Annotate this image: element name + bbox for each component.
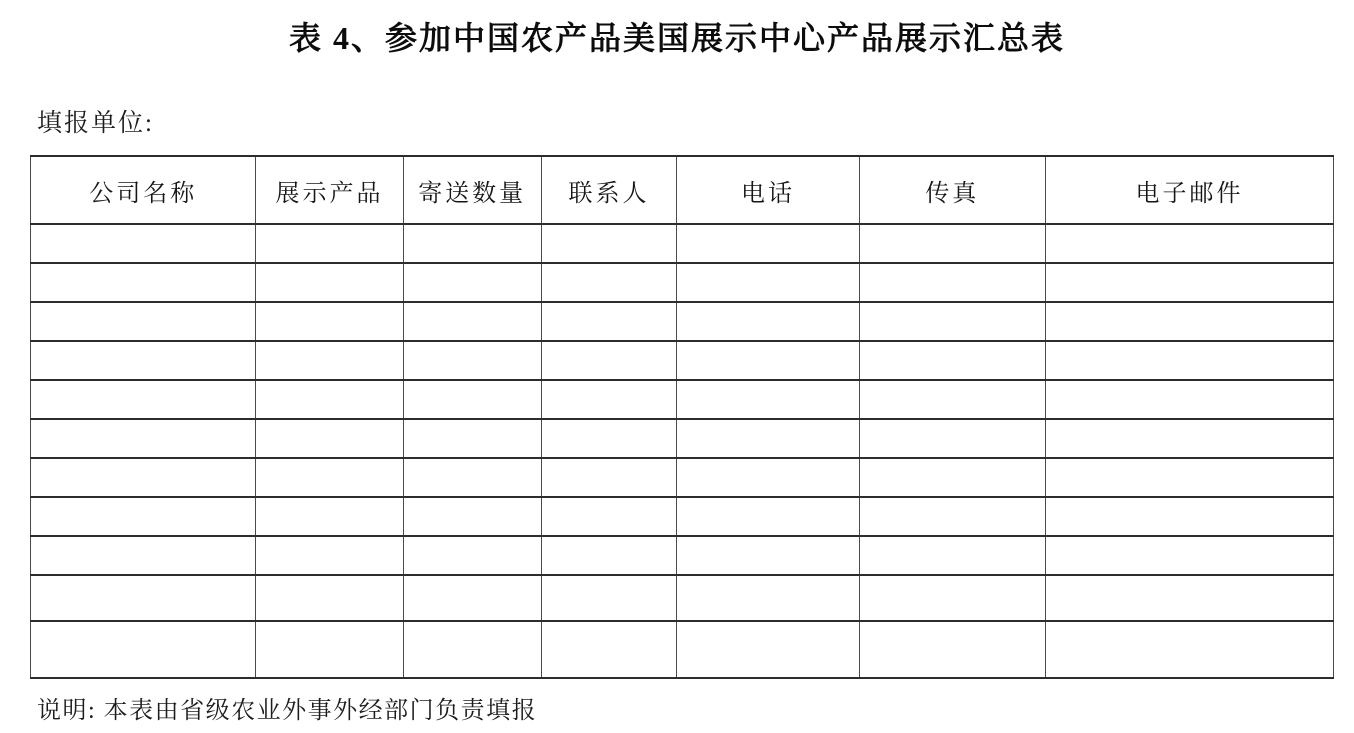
table-row — [31, 224, 1334, 263]
table-cell-phone — [677, 536, 859, 575]
table-cell-company-name — [31, 458, 256, 497]
table-cell-company-name — [31, 621, 256, 678]
table-cell-contact-person — [541, 536, 677, 575]
table-cell-display-product — [256, 497, 403, 536]
table-cell-email — [1045, 302, 1333, 341]
table-cell-email — [1045, 224, 1333, 263]
table-row — [31, 263, 1334, 302]
column-header-email: 电子邮件 — [1045, 156, 1333, 224]
table-cell-phone — [677, 621, 859, 678]
table-cell-phone — [677, 380, 859, 419]
table-cell-quantity-sent — [403, 575, 541, 621]
column-header-fax: 传真 — [859, 156, 1045, 224]
table-row — [31, 536, 1334, 575]
table-cell-company-name — [31, 341, 256, 380]
page-title: 表 4、参加中国农产品美国展示中心产品展示汇总表 — [288, 20, 1065, 56]
table-cell-display-product — [256, 536, 403, 575]
table-cell-display-product — [256, 302, 403, 341]
table-cell-company-name — [31, 380, 256, 419]
table-cell-contact-person — [541, 263, 677, 302]
table-cell-email — [1045, 263, 1333, 302]
table-cell-company-name — [31, 419, 256, 458]
column-header-quantity-sent: 寄送数量 — [403, 156, 541, 224]
table-cell-contact-person — [541, 302, 677, 341]
table-cell-contact-person — [541, 380, 677, 419]
table-cell-display-product — [256, 224, 403, 263]
table-cell-fax — [859, 341, 1045, 380]
table-cell-display-product — [256, 575, 403, 621]
table-row — [31, 419, 1334, 458]
table-cell-email — [1045, 575, 1333, 621]
reporting-unit-label: 填报单位: — [37, 110, 154, 137]
table-cell-email — [1045, 458, 1333, 497]
table-cell-fax — [859, 419, 1045, 458]
table-cell-contact-person — [541, 458, 677, 497]
table-header-row — [31, 156, 1334, 224]
table-cell-display-product — [256, 621, 403, 678]
table-cell-fax — [859, 536, 1045, 575]
table-cell-display-product — [256, 419, 403, 458]
table-cell-contact-person — [541, 497, 677, 536]
table-cell-email — [1045, 621, 1333, 678]
table-row — [31, 497, 1334, 536]
table-cell-email — [1045, 536, 1333, 575]
column-header-phone: 电话 — [677, 156, 859, 224]
column-header-company-name: 公司名称 — [31, 156, 256, 224]
table-cell-quantity-sent — [403, 536, 541, 575]
table-cell-phone — [677, 341, 859, 380]
table-cell-email — [1045, 419, 1333, 458]
table-cell-fax — [859, 575, 1045, 621]
table-cell-quantity-sent — [403, 263, 541, 302]
table-cell-fax — [859, 458, 1045, 497]
table-cell-fax — [859, 224, 1045, 263]
table-row — [31, 380, 1334, 419]
table-cell-phone — [677, 419, 859, 458]
table-cell-fax — [859, 302, 1045, 341]
table-cell-quantity-sent — [403, 621, 541, 678]
table-row — [31, 302, 1334, 341]
table-body — [31, 224, 1334, 678]
table-cell-quantity-sent — [403, 341, 541, 380]
table-cell-contact-person — [541, 621, 677, 678]
table-cell-contact-person — [541, 419, 677, 458]
column-header-display-product: 展示产品 — [256, 156, 403, 224]
summary-table — [30, 155, 1334, 679]
table-cell-quantity-sent — [403, 380, 541, 419]
table-cell-phone — [677, 497, 859, 536]
table-cell-company-name — [31, 536, 256, 575]
table-row — [31, 575, 1334, 621]
table-cell-email — [1045, 380, 1333, 419]
table-cell-fax — [859, 263, 1045, 302]
table-row — [31, 621, 1334, 678]
table-cell-email — [1045, 341, 1333, 380]
table-cell-phone — [677, 224, 859, 263]
table-cell-contact-person — [541, 341, 677, 380]
table-cell-contact-person — [541, 575, 677, 621]
table-cell-company-name — [31, 302, 256, 341]
note: 说明: 本表由省级农业外事外经部门负责填报 — [37, 698, 538, 724]
table-cell-phone — [677, 575, 859, 621]
table-cell-quantity-sent — [403, 497, 541, 536]
table-cell-contact-person — [541, 224, 677, 263]
table-cell-email — [1045, 497, 1333, 536]
table-cell-fax — [859, 380, 1045, 419]
table-cell-company-name — [31, 497, 256, 536]
table-cell-display-product — [256, 380, 403, 419]
table-row — [31, 458, 1334, 497]
table-cell-phone — [677, 302, 859, 341]
table-cell-company-name — [31, 224, 256, 263]
table-cell-phone — [677, 458, 859, 497]
table-cell-quantity-sent — [403, 302, 541, 341]
table-cell-quantity-sent — [403, 224, 541, 263]
table-cell-display-product — [256, 458, 403, 497]
table-cell-quantity-sent — [403, 458, 541, 497]
table-cell-display-product — [256, 341, 403, 380]
table-cell-company-name — [31, 575, 256, 621]
table-cell-quantity-sent — [403, 419, 541, 458]
table-cell-fax — [859, 497, 1045, 536]
table-cell-phone — [677, 263, 859, 302]
column-header-contact-person: 联系人 — [541, 156, 677, 224]
table-cell-company-name — [31, 263, 256, 302]
table-row — [31, 341, 1334, 380]
table-cell-display-product — [256, 263, 403, 302]
table-cell-fax — [859, 621, 1045, 678]
